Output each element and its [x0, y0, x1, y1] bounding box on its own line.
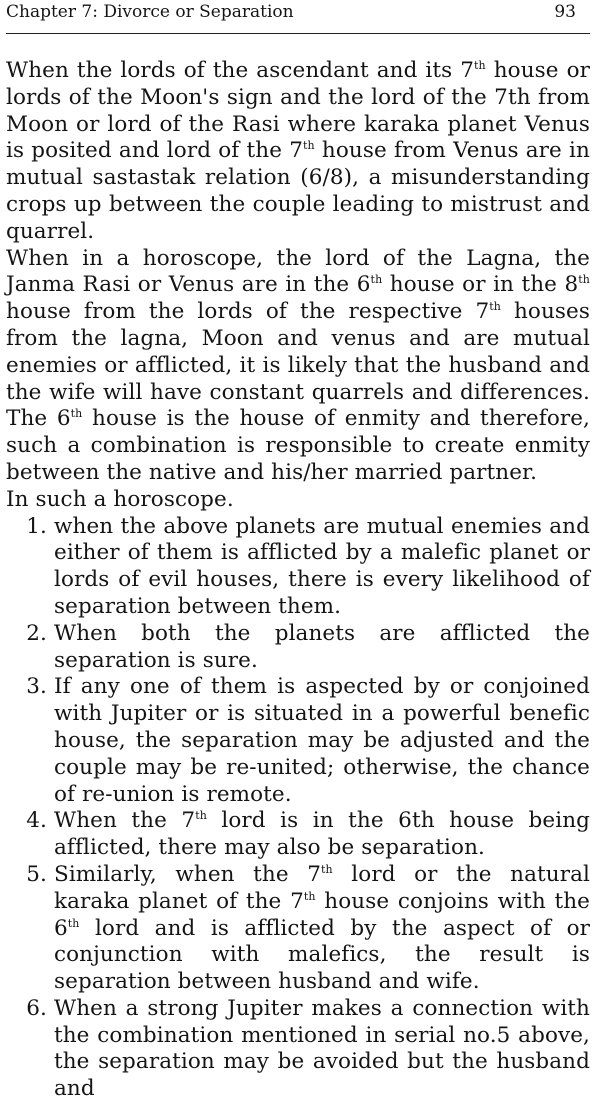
page-number: 93	[554, 2, 576, 22]
text-run: house is the house of enmity and therefore, such a combination is responsible to create enmity between the native and his/her married partner.	[6, 406, 590, 485]
superscript: th	[370, 273, 383, 287]
text-run: lord is in the 6th house being afflicted, there may also be separation.	[54, 808, 590, 861]
list-item	[6, 674, 590, 808]
superscript: th	[474, 59, 486, 72]
text-run: houses from the lagna, Moon and venus and are mutual enemies or afflicted, it is likely that the husband and the wife will have constant quarrels and differences. The 6	[6, 299, 590, 432]
list-item	[6, 514, 590, 621]
text-run: house or lords of the Moon's sign and the lord of the 7th from Moon or lord of the Rasi where karaka planet Venus is posited and lord of the 7	[6, 58, 590, 164]
text-run: house from Venus are in mutual sastastak relation (6/8), a misunderstanding crops up between the couple leading to mistrust and quarrel.	[6, 138, 590, 244]
list-text: When both the planets are afflicted the separation is sure.	[54, 620, 590, 673]
text-run: house from the lords of the respective 7	[6, 299, 490, 325]
running-header	[6, 0, 590, 34]
list-number: 5.	[26, 861, 47, 887]
superscript: th	[67, 916, 80, 930]
list-item	[6, 808, 590, 862]
list-number: 1.	[26, 513, 47, 539]
numbered-list	[6, 514, 590, 1103]
superscript: th	[70, 407, 83, 421]
list-text: When a strong Jupiter makes a connection with the combination mentioned in serial no.5 above, the separation may be avoided but the husband and	[54, 995, 590, 1102]
paragraph-2	[6, 246, 590, 487]
superscript: th	[195, 809, 207, 823]
superscript: th	[578, 273, 590, 287]
paragraph-1	[6, 58, 590, 246]
text-run: When the lords of the ascendant and its 7	[6, 58, 475, 83]
paragraph-3: In such a horoscope.	[6, 486, 234, 512]
text-run: lord or the natural karaka planet of the 7	[54, 861, 590, 914]
list-number: 3.	[26, 674, 47, 700]
list-number: 6.	[26, 995, 47, 1021]
list-text	[54, 862, 590, 996]
list-item	[6, 996, 590, 1103]
chapter-title: Chapter 7: Divorce or Separation	[6, 2, 294, 22]
superscript: th	[303, 889, 316, 903]
list-number: 4.	[26, 808, 47, 834]
list-item	[6, 862, 590, 996]
list-number: 2.	[26, 620, 47, 646]
text-run: lord and is afflicted by the aspect of or conjunction with malefics, the result is separation between husband and wife.	[54, 915, 590, 995]
list-text: when the above planets are mutual enemies and either of them is afflicted by a malefic planet or lords of evil houses, there is every likelihood of separation between them.	[54, 513, 590, 619]
superscript: th	[489, 300, 501, 314]
text-run: house or in the 8	[382, 272, 579, 298]
superscript: th	[321, 862, 333, 876]
text-run: When the 7	[54, 808, 196, 834]
list-text	[54, 808, 590, 862]
superscript: th	[302, 139, 315, 153]
page-body	[6, 58, 590, 1103]
list-text: If any one of them is aspected by or conjoined with Jupiter or is situated in a powerful benefic house, the separation may be adjusted and the couple may be re-united; otherwise, the chance of re-union is remote.	[54, 674, 590, 807]
list-item	[6, 621, 590, 675]
text-run: When in a horoscope, the lord of the Lagna, the Janma Rasi or Venus are in the 6	[6, 245, 590, 298]
text-run: house conjoins with the 6	[54, 888, 590, 941]
text-run: Similarly, when the 7	[54, 861, 322, 887]
